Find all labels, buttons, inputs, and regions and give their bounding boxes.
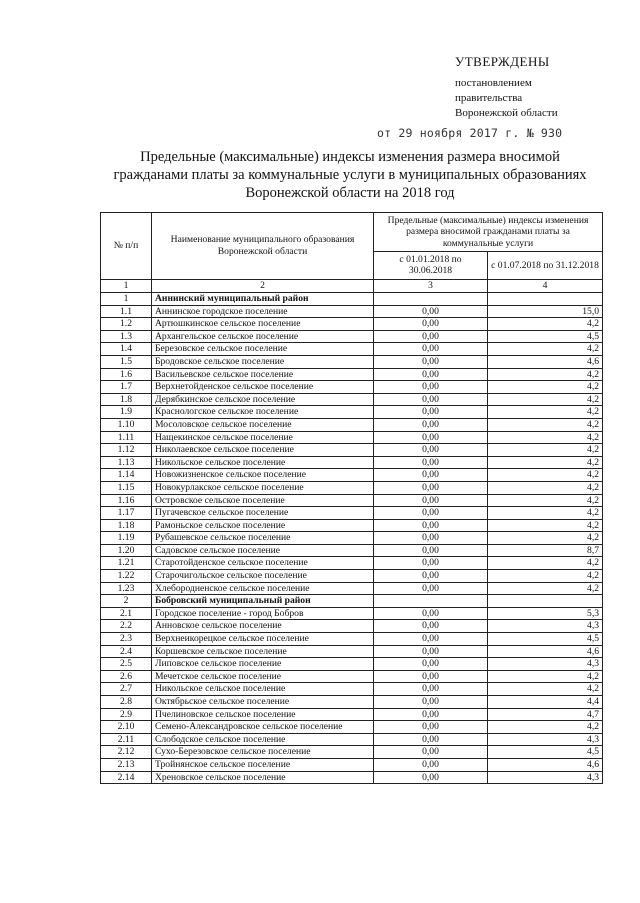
row-number: 1.4 xyxy=(101,343,152,356)
table-row xyxy=(101,444,603,457)
row-number: 2.3 xyxy=(101,633,152,646)
row-index-period-1: 0,00 xyxy=(374,721,488,734)
row-index-period-2: 4,3 xyxy=(488,658,603,671)
table-row xyxy=(101,620,603,633)
header-number: № п/п xyxy=(101,213,152,280)
table-row xyxy=(101,544,603,557)
row-name: Слободское сельское поселение xyxy=(152,733,374,746)
header-period-1: с 01.01.2018 по 30.06.2018 xyxy=(374,251,488,279)
row-index-period-2: 5,3 xyxy=(488,607,603,620)
row-name: Бродовское сельское поселение xyxy=(152,355,374,368)
row-index-period-2: 8,7 xyxy=(488,544,603,557)
row-index-period-2: 4,3 xyxy=(488,620,603,633)
row-index-period-2: 4,6 xyxy=(488,645,603,658)
district-row xyxy=(101,293,603,306)
row-number: 1.23 xyxy=(101,582,152,595)
row-name: Мечетское сельское поселение xyxy=(152,670,374,683)
row-number: 1.8 xyxy=(101,393,152,406)
row-index-period-2: 4,2 xyxy=(488,418,603,431)
row-index-period-1: 0,00 xyxy=(374,431,488,444)
row-name: Пчелиновское сельское поселение xyxy=(152,708,374,721)
approval-line: Воронежской области xyxy=(455,107,558,119)
row-name: Октябрьское сельское поселение xyxy=(152,696,374,709)
row-number: 1.5 xyxy=(101,355,152,368)
row-name: Анновское сельское поселение xyxy=(152,620,374,633)
row-index-period-2: 4,5 xyxy=(488,746,603,759)
row-name: Мосоловское сельское поселение xyxy=(152,418,374,431)
row-name: Краснологское сельское поселение xyxy=(152,406,374,419)
row-name: Семено-Александровское сельское поселение xyxy=(152,721,374,734)
header-period-2: с 01.07.2018 по 31.12.2018 xyxy=(488,251,603,279)
row-index-period-2: 4,5 xyxy=(488,330,603,343)
row-name: Коршевское сельское поселение xyxy=(152,645,374,658)
row-index-period-2: 4,3 xyxy=(488,771,603,784)
row-index-period-2: 4,2 xyxy=(488,670,603,683)
row-index-period-1: 0,00 xyxy=(374,481,488,494)
row-name: Островское сельское поселение xyxy=(152,494,374,507)
row-number: 2.1 xyxy=(101,607,152,620)
row-name: Бобровский муниципальный район xyxy=(152,595,374,608)
table-row xyxy=(101,481,603,494)
row-name: Васильевское сельское поселение xyxy=(152,368,374,381)
row-number: 1.9 xyxy=(101,406,152,419)
table-row xyxy=(101,633,603,646)
row-index-period-1: 0,00 xyxy=(374,771,488,784)
row-name: Березовское сельское поселение xyxy=(152,343,374,356)
row-name: Дерябкинское сельское поселение xyxy=(152,393,374,406)
row-index-period-1: 0,00 xyxy=(374,318,488,331)
row-index-period-1: 0,00 xyxy=(374,683,488,696)
row-index-period-1: 0,00 xyxy=(374,406,488,419)
table-row xyxy=(101,381,603,394)
row-index-period-2: 4,4 xyxy=(488,696,603,709)
district-row xyxy=(101,595,603,608)
table-row xyxy=(101,607,603,620)
row-number: 1.21 xyxy=(101,557,152,570)
row-index-period-1 xyxy=(374,293,488,306)
row-name: Новожизненское сельское поселение xyxy=(152,469,374,482)
row-index-period-2: 4,2 xyxy=(488,519,603,532)
row-index-period-2: 4,6 xyxy=(488,758,603,771)
row-number: 1.13 xyxy=(101,456,152,469)
row-index-period-2: 4,2 xyxy=(488,368,603,381)
approval-line: правительства xyxy=(455,92,523,104)
row-index-period-1: 0,00 xyxy=(374,620,488,633)
row-number: 2.7 xyxy=(101,683,152,696)
row-index-period-2: 4,3 xyxy=(488,733,603,746)
row-index-period-1: 0,00 xyxy=(374,519,488,532)
row-index-period-2: 15,0 xyxy=(488,305,603,318)
row-name: Верхнеикорецкое сельское поселение xyxy=(152,633,374,646)
table-row xyxy=(101,305,603,318)
row-index-period-1: 0,00 xyxy=(374,418,488,431)
row-index-period-1: 0,00 xyxy=(374,355,488,368)
row-index-period-2: 4,2 xyxy=(488,431,603,444)
row-number: 1.17 xyxy=(101,507,152,520)
table-row xyxy=(101,406,603,419)
row-number: 2.8 xyxy=(101,696,152,709)
row-number: 1.2 xyxy=(101,318,152,331)
row-index-period-1: 0,00 xyxy=(374,469,488,482)
row-name: Никольское сельское поселение xyxy=(152,683,374,696)
table-row xyxy=(101,418,603,431)
row-number: 2.13 xyxy=(101,758,152,771)
row-number: 2.11 xyxy=(101,733,152,746)
row-index-period-1: 0,00 xyxy=(374,708,488,721)
row-index-period-2 xyxy=(488,595,603,608)
row-number: 1.16 xyxy=(101,494,152,507)
row-number: 2.2 xyxy=(101,620,152,633)
row-name: Аннинское городское поселение xyxy=(152,305,374,318)
table-row xyxy=(101,519,603,532)
row-index-period-2: 4,2 xyxy=(488,683,603,696)
row-index-period-2: 4,2 xyxy=(488,469,603,482)
row-index-period-2: 4,2 xyxy=(488,507,603,520)
table-row xyxy=(101,658,603,671)
row-number: 1.3 xyxy=(101,330,152,343)
row-number: 1.15 xyxy=(101,481,152,494)
row-number: 1.7 xyxy=(101,381,152,394)
row-name: Старотойденское сельское поселение xyxy=(152,557,374,570)
row-name: Никольское сельское поселение xyxy=(152,456,374,469)
table-row xyxy=(101,645,603,658)
row-index-period-2: 4,2 xyxy=(488,582,603,595)
column-number: 1 xyxy=(101,280,152,293)
table-row xyxy=(101,393,603,406)
row-index-period-2: 4,2 xyxy=(488,318,603,331)
table-row xyxy=(101,318,603,331)
row-index-period-1: 0,00 xyxy=(374,343,488,356)
indices-table xyxy=(100,212,603,784)
table-row xyxy=(101,343,603,356)
row-name: Садовское сельское поселение xyxy=(152,544,374,557)
table-row xyxy=(101,771,603,784)
column-number: 3 xyxy=(374,280,488,293)
table-row xyxy=(101,469,603,482)
table-row xyxy=(101,570,603,583)
table-row xyxy=(101,557,603,570)
row-index-period-1: 0,00 xyxy=(374,645,488,658)
row-index-period-1: 0,00 xyxy=(374,633,488,646)
row-index-period-1 xyxy=(374,595,488,608)
row-name: Сухо-Березовское сельское поселение xyxy=(152,746,374,759)
row-number: 2.12 xyxy=(101,746,152,759)
row-index-period-1: 0,00 xyxy=(374,696,488,709)
row-index-period-1: 0,00 xyxy=(374,607,488,620)
row-name: Хлебородненское сельское поселение xyxy=(152,582,374,595)
row-number: 1.19 xyxy=(101,532,152,545)
row-number: 2.9 xyxy=(101,708,152,721)
row-name: Нащекинское сельское поселение xyxy=(152,431,374,444)
row-name: Рамоньское сельское поселение xyxy=(152,519,374,532)
row-name: Артюшкинское сельское поселение xyxy=(152,318,374,331)
row-index-period-2: 4,2 xyxy=(488,444,603,457)
table-row xyxy=(101,733,603,746)
row-name: Городское поселение - город Бобров xyxy=(152,607,374,620)
header-indices-group: Предельные (максимальные) индексы изменения размера вносимой гражданами платы за коммунальные услуги xyxy=(374,213,603,252)
row-index-period-1: 0,00 xyxy=(374,381,488,394)
table-row xyxy=(101,696,603,709)
row-number: 2 xyxy=(101,595,152,608)
row-name: Верхнетойденское сельское поселение xyxy=(152,381,374,394)
row-number: 1.10 xyxy=(101,418,152,431)
table-row xyxy=(101,494,603,507)
row-index-period-1: 0,00 xyxy=(374,746,488,759)
row-index-period-1: 0,00 xyxy=(374,582,488,595)
row-index-period-2: 4,2 xyxy=(488,721,603,734)
table-body xyxy=(101,293,603,784)
row-index-period-1: 0,00 xyxy=(374,393,488,406)
row-index-period-2: 4,2 xyxy=(488,557,603,570)
row-index-period-1: 0,00 xyxy=(374,658,488,671)
approval-line: постановлением xyxy=(455,77,532,89)
table-row xyxy=(101,456,603,469)
row-index-period-2: 4,2 xyxy=(488,532,603,545)
row-number: 1 xyxy=(101,293,152,306)
table-row xyxy=(101,683,603,696)
row-name: Хреновское сельское поселение xyxy=(152,771,374,784)
row-index-period-1: 0,00 xyxy=(374,570,488,583)
table-row xyxy=(101,582,603,595)
row-number: 1.22 xyxy=(101,570,152,583)
row-index-period-1: 0,00 xyxy=(374,532,488,545)
row-index-period-1: 0,00 xyxy=(374,368,488,381)
row-number: 1.14 xyxy=(101,469,152,482)
row-index-period-2: 4,6 xyxy=(488,355,603,368)
row-index-period-1: 0,00 xyxy=(374,456,488,469)
row-index-period-2: 4,2 xyxy=(488,393,603,406)
row-index-period-1: 0,00 xyxy=(374,494,488,507)
row-index-period-2: 4,2 xyxy=(488,481,603,494)
row-index-period-1: 0,00 xyxy=(374,544,488,557)
table-row xyxy=(101,708,603,721)
title-line: Воронежской области на 2018 год xyxy=(245,185,455,201)
row-number: 2.4 xyxy=(101,645,152,658)
table-row xyxy=(101,746,603,759)
title-line: Предельные (максимальные) индексы изменения размера вносимой xyxy=(140,149,560,165)
title-line: гражданами платы за коммунальные услуги в муниципальных образованиях xyxy=(113,167,587,183)
row-index-period-1: 0,00 xyxy=(374,557,488,570)
row-name: Тройнянское сельское поселение xyxy=(152,758,374,771)
table-row xyxy=(101,368,603,381)
row-index-period-1: 0,00 xyxy=(374,758,488,771)
approval-heading: УТВЕРЖДЕНЫ xyxy=(455,54,550,69)
row-name: Липовское сельское поселение xyxy=(152,658,374,671)
row-name: Старочигольское сельское поселение xyxy=(152,570,374,583)
row-number: 1.18 xyxy=(101,519,152,532)
row-index-period-2 xyxy=(488,293,603,306)
row-name: Пугачевское сельское поселение xyxy=(152,507,374,520)
row-name: Новокурлакское сельское поселение xyxy=(152,481,374,494)
row-index-period-1: 0,00 xyxy=(374,444,488,457)
row-name: Аннинский муниципальный район xyxy=(152,293,374,306)
row-index-period-1: 0,00 xyxy=(374,733,488,746)
column-number: 4 xyxy=(488,280,603,293)
row-index-period-1: 0,00 xyxy=(374,330,488,343)
row-index-period-2: 4,2 xyxy=(488,343,603,356)
approval-date-stamp: от 29 ноября 2017 г. № 930 xyxy=(377,126,563,140)
row-index-period-2: 4,5 xyxy=(488,633,603,646)
row-number: 1.20 xyxy=(101,544,152,557)
row-index-period-1: 0,00 xyxy=(374,305,488,318)
row-index-period-2: 4,2 xyxy=(488,494,603,507)
column-number: 2 xyxy=(152,280,374,293)
row-number: 1.12 xyxy=(101,444,152,457)
row-number: 1.6 xyxy=(101,368,152,381)
row-number: 1.11 xyxy=(101,431,152,444)
row-number: 1.1 xyxy=(101,305,152,318)
table-row xyxy=(101,355,603,368)
row-number: 2.5 xyxy=(101,658,152,671)
row-number: 2.14 xyxy=(101,771,152,784)
header-municipality: Наименование муниципального образования Воронежской области xyxy=(152,213,374,280)
row-number: 2.6 xyxy=(101,670,152,683)
approval-block xyxy=(377,54,625,140)
row-index-period-2: 4,7 xyxy=(488,708,603,721)
table-row xyxy=(101,330,603,343)
row-name: Рубашевское сельское поселение xyxy=(152,532,374,545)
row-number: 2.10 xyxy=(101,721,152,734)
row-index-period-2: 4,2 xyxy=(488,456,603,469)
table-row xyxy=(101,758,603,771)
row-index-period-1: 0,00 xyxy=(374,507,488,520)
document-title xyxy=(110,148,590,202)
table-row xyxy=(101,431,603,444)
table-row xyxy=(101,532,603,545)
row-index-period-1: 0,00 xyxy=(374,670,488,683)
row-index-period-2: 4,2 xyxy=(488,406,603,419)
table-row xyxy=(101,721,603,734)
table-row xyxy=(101,507,603,520)
row-name: Николаевское сельское поселение xyxy=(152,444,374,457)
row-name: Архангельское сельское поселение xyxy=(152,330,374,343)
table-row xyxy=(101,670,603,683)
row-index-period-2: 4,2 xyxy=(488,381,603,394)
row-index-period-2: 4,2 xyxy=(488,570,603,583)
